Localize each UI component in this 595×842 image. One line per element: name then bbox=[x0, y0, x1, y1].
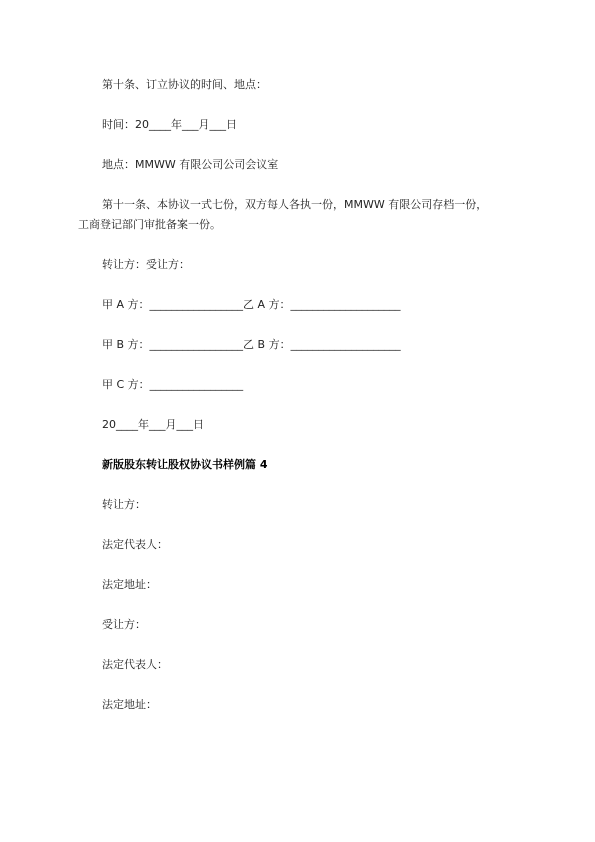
legal-address-2: 法定地址： bbox=[102, 698, 157, 711]
section-heading: 新版股东转让股权协议书样例篇 4 bbox=[102, 458, 268, 471]
legal-representative-1: 法定代表人： bbox=[102, 538, 168, 551]
legal-representative-2: 法定代表人： bbox=[102, 658, 168, 671]
article-10-title: 第十条、订立协议的时间、地点： bbox=[102, 78, 267, 91]
signature-line-c: 甲 C 方：_________________ bbox=[102, 378, 244, 391]
signature-date: 20____年___月___日 bbox=[102, 418, 204, 431]
agreement-place: 地点：MMWW 有限公司公司会议室 bbox=[102, 158, 279, 171]
agreement-time: 时间：20____年___月___日 bbox=[102, 118, 237, 131]
legal-address-1: 法定地址： bbox=[102, 578, 157, 591]
signature-line-b: 甲 B 方：_________________乙 B 方：____________________ bbox=[102, 338, 401, 351]
transferor-label: 转让方： bbox=[102, 498, 146, 511]
article-11-text: 第十一条、本协议一式七份，双方每人各执一份，MMWW 有限公司存档一份，工商登记部门审批备案一份。 bbox=[78, 198, 488, 231]
transferee-label: 受让方： bbox=[102, 618, 146, 631]
parties-line: 转让方：受让方： bbox=[102, 258, 190, 271]
signature-line-a: 甲 A 方：_________________乙 A 方：____________________ bbox=[102, 298, 401, 311]
